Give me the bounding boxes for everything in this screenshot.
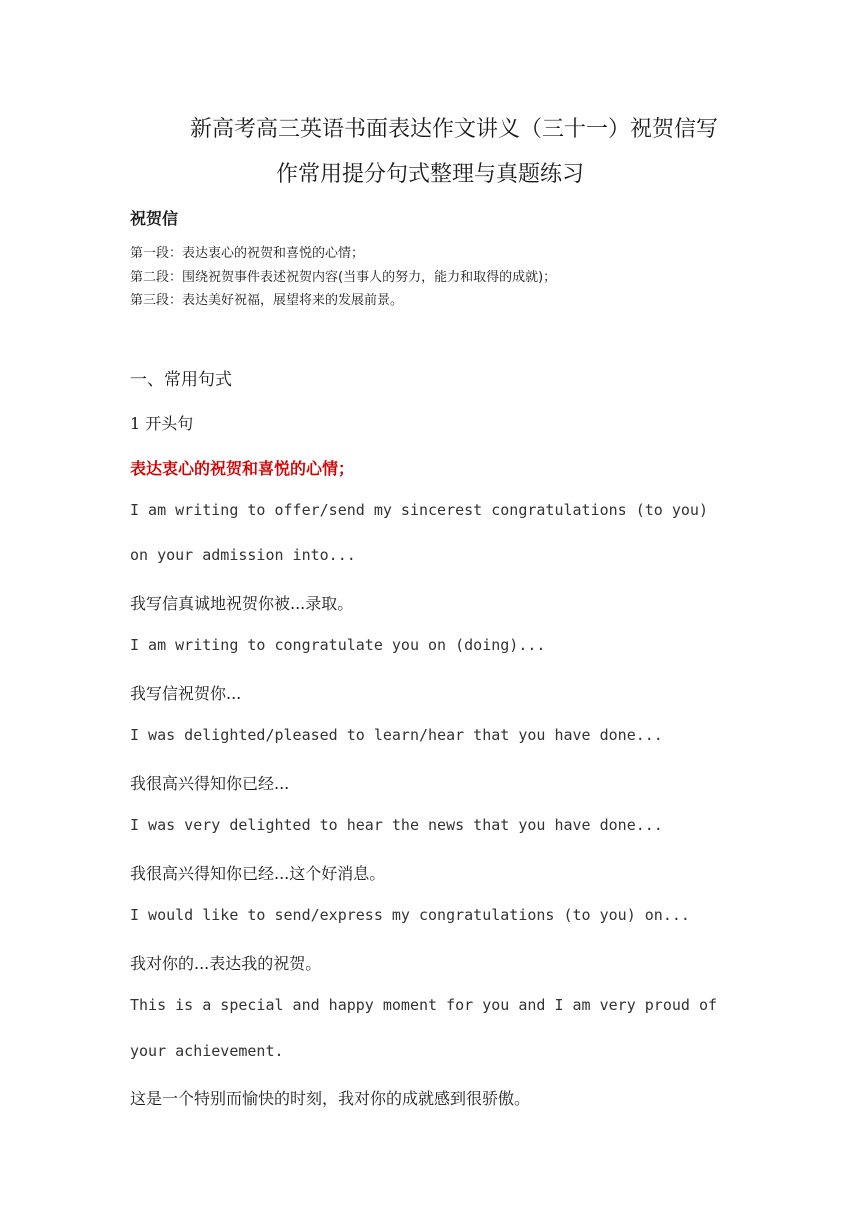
part-heading: 一、常用句式 [130,370,232,390]
sentence-line: on your admission into... [130,546,356,564]
sub-heading: 1 开头句 [130,414,194,433]
outline-paragraph-2: 第二段：围绕祝贺事件表述祝贺内容(当事人的努力，能力和取得的成就)； [130,270,557,285]
sentence-line: I am writing to offer/send my sincerest congratulations (to you) [130,501,708,519]
red-heading: 表达衷心的祝贺和喜悦的心情； [130,459,355,478]
translation-line: 我很高兴得知你已经...这个好消息。 [130,864,386,883]
section-heading: 祝贺信 [130,209,179,228]
sentence-line: I was delighted/pleased to learn/hear that you have done... [130,726,663,744]
translation-line: 我写信祝贺你... [130,684,242,703]
outline-paragraph-1: 第一段：表达衷心的祝贺和喜悦的心情； [130,246,365,261]
translation-line: 我对你的...表达我的祝贺。 [130,954,322,973]
sentence-line: your achievement. [130,1042,284,1060]
translation-line: 我写信真诚地祝贺你被...录取。 [130,594,354,613]
sentence-line: This is a special and happy moment for you and I am very proud of [130,996,717,1014]
sentence-line: I was very delighted to hear the news that you have done... [130,816,663,834]
document-title-line-1: 新高考高三英语书面表达作文讲义（三十一）祝贺信写 [189,117,718,142]
translation-line: 这是一个特别而愉快的时刻，我对你的成就感到很骄傲。 [130,1089,531,1108]
translation-line: 我很高兴得知你已经... [130,774,290,793]
sentence-line: I would like to send/express my congratulations (to you) on... [130,906,690,924]
outline-paragraph-3: 第三段：表达美好祝福，展望将来的发展前景。 [130,293,404,308]
document-title-line-2: 作常用提分句式整理与真题练习 [275,162,584,187]
sentence-line: I am writing to congratulate you on (doing)... [130,636,546,654]
